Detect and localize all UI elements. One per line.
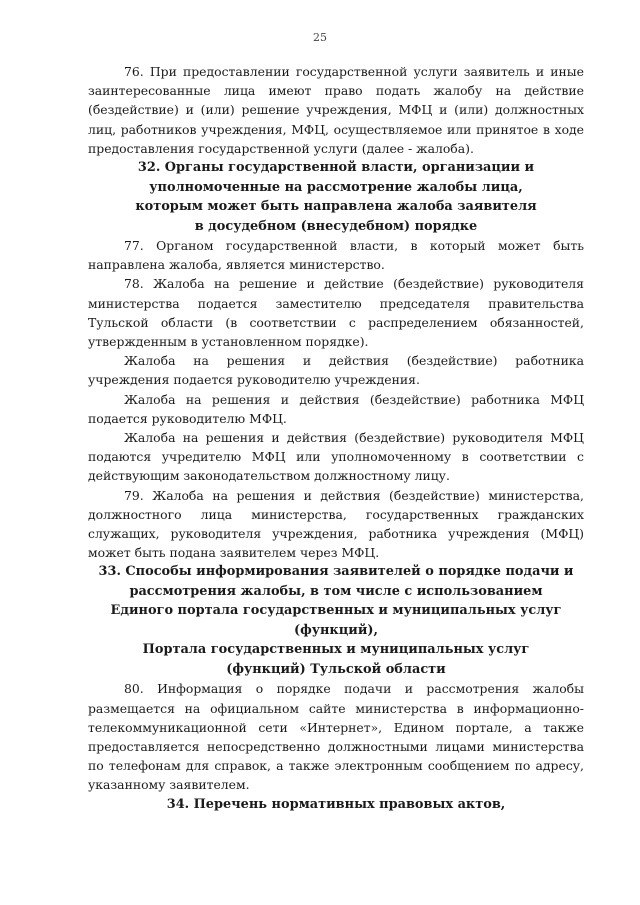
- paragraph-79: 79. Жалоба на решения и действия (бездействие) министерства, должностного лица министерства, государственных гражданских служащих, руководителя учреждения, работника учреждения (МФЦ) может быть подана заявителем через МФЦ.: [88, 487, 584, 561]
- page-number: 25: [313, 31, 327, 44]
- paragraph-80: 80. Информация о порядке подачи и рассмотрения жалобы размещается на официальном сайте министерства в информационно-телекоммуникационной сети «Интернет», Едином портале, а также предоставляется непосредственно должностными лицами министерства по телефонам для справок, а также электронным сообщением по адресу, указанному заявителем.: [88, 681, 584, 793]
- heading-line: в досудебном (внесудебном) порядке: [194, 218, 478, 234]
- heading-line: уполномоченные на рассмотрение жалобы лица,: [149, 179, 523, 195]
- section-34-heading: [88, 795, 584, 815]
- paragraph-complaint-institution-worker: Жалоба на решения и действия (бездействие) работника учреждения подается руководителю учреждения.: [88, 353, 584, 388]
- heading-line: которым может быть направлена жалоба заявителя: [135, 199, 537, 215]
- paragraph-77: 77. Органом государственной власти, в который может быть направлена жалоба, является министерство.: [88, 238, 584, 273]
- paragraph-78: 78. Жалоба на решение и действие (бездействие) руководителя министерства подается заместителю председателя правительства Тульской области (в соответствии с распределением обязанностей, утвержденным в установленном порядке).: [88, 276, 584, 350]
- heading-line: Портала государственных и муниципальных услуг: [142, 642, 530, 658]
- heading-line: Единого портала государственных и муниципальных услуг (функций),: [110, 603, 562, 638]
- paragraph-complaint-mfc-head: Жалоба на решения и действия (бездействие) руководителя МФЦ подаются учредителю МФЦ или уполномоченному в соответствии с действующим законодательством должностному лицу.: [88, 430, 584, 484]
- section-33-heading: [88, 562, 584, 679]
- heading-line: рассмотрения жалобы, в том числе с использованием: [129, 583, 543, 599]
- paragraph-76: 76. При предоставлении государственной услуги заявитель и иные заинтересованные лица имеют право подать жалобу на действие (бездействие) и (или) решение учреждения, МФЦ и (или) должностных лиц, работников учреждения, МФЦ, осуществляемое или принятое в ходе предоставления государственной услуги (далее - жалоба).: [88, 64, 584, 156]
- heading-line: 33. Способы информирования заявителей о порядке подачи и: [98, 564, 574, 580]
- heading-line: 32. Органы государственной власти, организации и: [137, 160, 535, 176]
- heading-line: 34. Перечень нормативных правовых актов,: [166, 796, 506, 812]
- paragraph-complaint-mfc-worker: Жалоба на решения и действия (бездействие) работника МФЦ подается руководителю МФЦ.: [88, 391, 584, 426]
- heading-line: (функций) Тульской области: [226, 661, 446, 677]
- section-32-heading: [88, 158, 584, 236]
- document-body: [88, 62, 584, 814]
